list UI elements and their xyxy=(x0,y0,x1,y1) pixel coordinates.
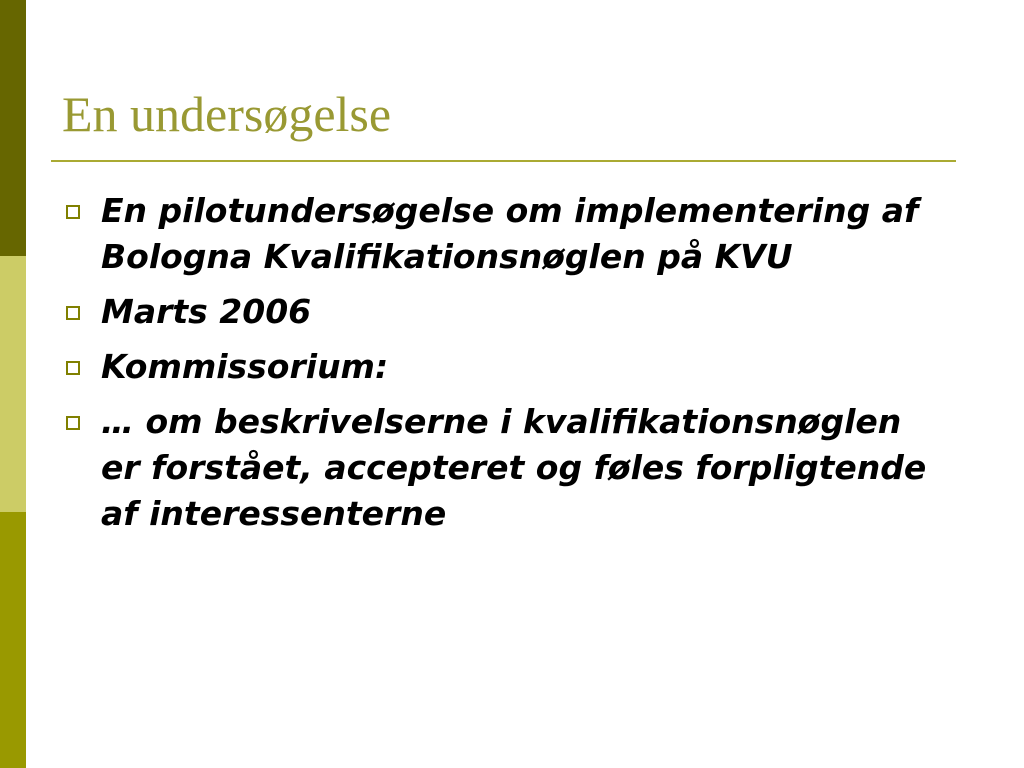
hollow-square-bullet-icon xyxy=(66,416,80,430)
bullet-item xyxy=(66,289,946,335)
bullet-item xyxy=(66,344,946,390)
bullet-text: Kommissorium: xyxy=(101,347,389,386)
bullet-text: En pilotundersøgelse om implementering af Bologna Kvalifikationsnøglen på KVU xyxy=(101,191,919,276)
title-underline-divider xyxy=(51,160,956,162)
sidebar-bottom-band xyxy=(0,512,26,768)
slide-title: En undersøgelse xyxy=(62,86,392,142)
bullet-item xyxy=(66,188,946,280)
bullet-text: Marts 2006 xyxy=(101,292,312,331)
hollow-square-bullet-icon xyxy=(66,306,80,320)
bullet-list xyxy=(66,188,946,546)
hollow-square-bullet-icon xyxy=(66,361,80,375)
sidebar-middle-band xyxy=(0,256,26,512)
hollow-square-bullet-icon xyxy=(66,205,80,219)
bullet-text: … om beskrivelserne i kvalifikationsnøglen er forstået, accepteret og føles forpligtende af interessenterne xyxy=(101,402,927,533)
bullet-item xyxy=(66,399,946,537)
sidebar-top-band xyxy=(0,0,26,256)
